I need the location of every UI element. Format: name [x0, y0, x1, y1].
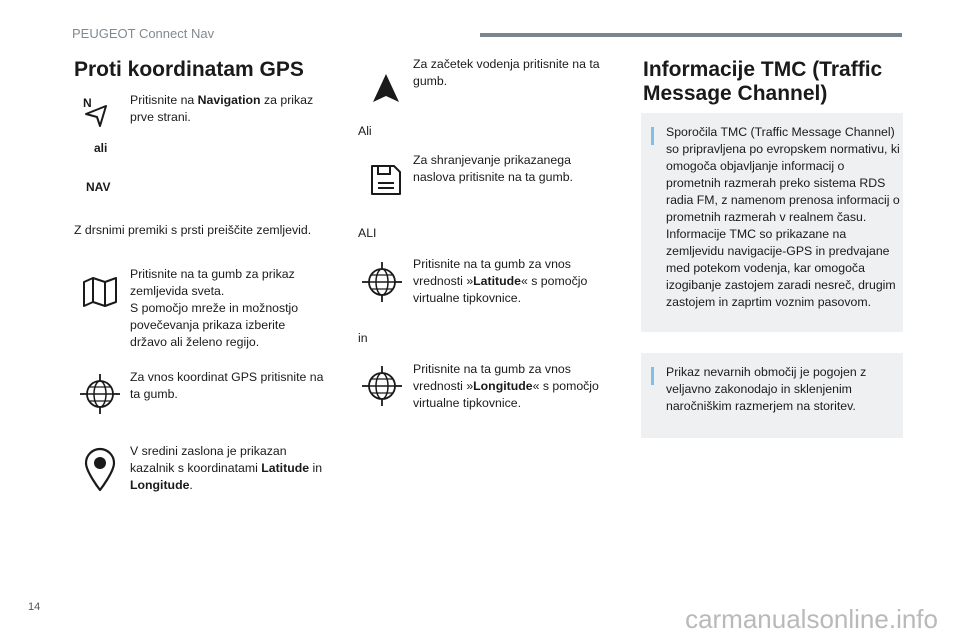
nav-label: NAV: [86, 180, 111, 194]
danger-zones-info-box: [641, 353, 903, 438]
globe-longitude-icon: [360, 364, 404, 408]
latitude-entry-text: Pritisnite na ta gumb za vnos vrednosti »Latitude« s pomočjo virtualne tipkovnice.: [413, 257, 588, 305]
start-guidance-text: Za začetek vodenja pritisnite na ta gumb.: [413, 57, 600, 88]
gps-step-navigation: Pritisnite na Navigation za prikaz prve strani.: [130, 93, 314, 124]
gps-step-enter-coordinates: Za vnos koordinat GPS pritisnite na ta gumb.: [130, 370, 324, 401]
danger-zones-text: Prikaz nevarnih območij je pogojen z veljavno zakonodajo in sklenjenim naročniškim razmerjem na storitev.: [666, 365, 867, 413]
watermark-text: carmanualsonline.info: [685, 604, 938, 634]
swipe-instruction: Z drsnimi premiki s prsti preiščite zemljevid.: [74, 223, 312, 237]
page-number: 14: [28, 601, 41, 613]
info-accent-bar: [651, 127, 654, 145]
section-title-tmc: Informacije TMC (Traffic Message Channel): [643, 58, 883, 106]
save-address-icon: [364, 158, 408, 202]
or-label-ali-upper: ALI: [358, 226, 377, 240]
latitude-field-keyword: Latitude: [473, 274, 521, 288]
info-accent-bar: [651, 367, 654, 385]
world-map-icon: [78, 268, 122, 312]
tmc-info-text: Sporočila TMC (Traffic Message Channel) so pripravljena po evropskem normativu, ki omogoča objavljanje informacij o prometnih razmerah preko sistema RDS radia FM, z namenom prenosa informacij o prometnih razmerah v realnem času. Informacije TMC so prikazane na zemljevidu navigacije-GPS in predvajane med potekom vodenja, kar omogoča izogibanje zastojem zaradi nesreč, drugim zastojem in zaprtim voznim pasovom.: [666, 125, 900, 309]
and-label: in: [358, 331, 368, 345]
navigation-arrow-icon: [78, 92, 118, 132]
header-bar: [480, 33, 902, 37]
gps-step-marker: V sredini zaslona je prikazan kazalnik s koordinatami Latitude in Longitude.: [130, 444, 323, 492]
header-title: PEUGEOT Connect Nav: [72, 26, 215, 41]
longitude-entry-text: Pritisnite na ta gumb za vnos vrednosti »Longitude« s pomočjo virtualne tipkovnice.: [413, 362, 599, 410]
tmc-info-box: [641, 113, 903, 332]
latitude-keyword: Latitude: [261, 461, 310, 475]
navigation-keyword: Navigation: [197, 93, 261, 107]
section-title-gps: Proti koordinatam GPS: [74, 58, 304, 81]
or-label-ali: Ali: [358, 124, 372, 138]
nav-icon-letter: N: [83, 96, 92, 110]
or-label: ali: [94, 141, 108, 155]
longitude-keyword: Longitude: [130, 478, 190, 492]
globe-icon: [78, 372, 122, 416]
longitude-field-keyword: Longitude: [473, 379, 533, 393]
globe-latitude-icon: [360, 260, 404, 304]
save-address-text: Za shranjevanje prikazanega naslova pritisnite na ta gumb.: [413, 153, 573, 184]
start-guidance-arrow-icon: [364, 68, 408, 112]
location-pin-icon: [82, 446, 118, 492]
gps-step-world-map: Pritisnite na ta gumb za prikaz zemljevida sveta. S pomočjo mreže in možnostjo povečevanja prikaza izberite državo ali želeno regijo.: [130, 267, 299, 349]
